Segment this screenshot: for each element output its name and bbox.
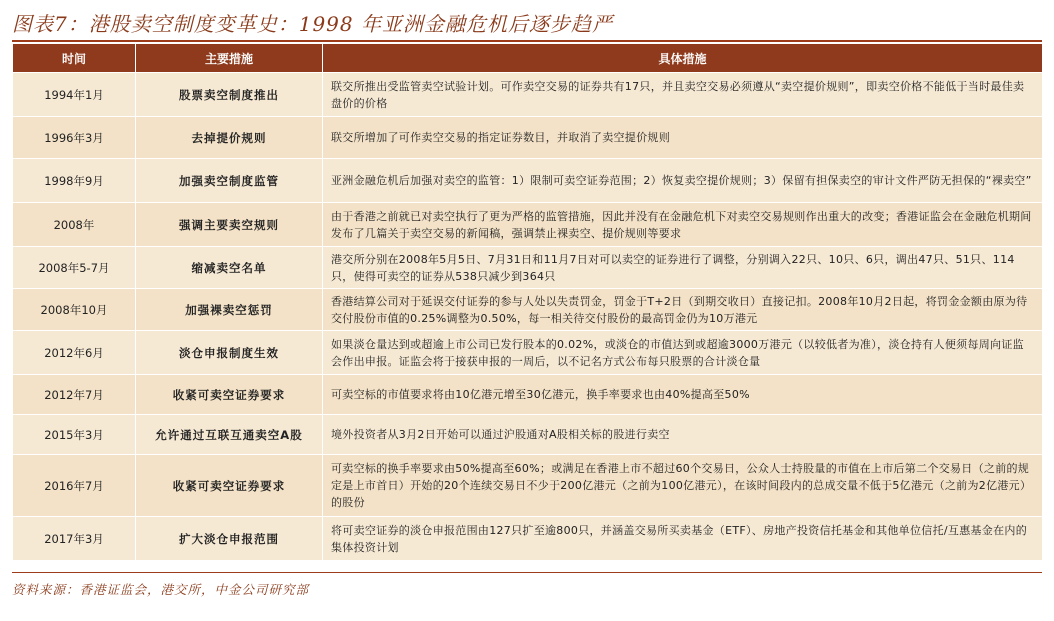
- table-row: [13, 73, 1043, 117]
- figure-title: 图表7：港股卖空制度变革史：1998 年亚洲金融危机后逐步趋严: [12, 12, 613, 36]
- row-detail: 如果淡仓量达到或超逾上市公司已发行股本的0.02%，或淡仓的市值达到或超逾3000万港元（以较低者为准），淡仓持有人便须每周向证监会作出申报。证监会将于接获申报的一周后，以不记名方式公布每只股票的合计淡仓量: [323, 331, 1043, 375]
- table-row: [13, 203, 1043, 247]
- table-row: [13, 159, 1043, 203]
- table-header-row: [13, 44, 1043, 73]
- row-measure: 强调主要卖空规则: [136, 203, 323, 247]
- row-measure: 允许通过互联互通卖空A股: [136, 415, 323, 455]
- row-measure: 去掉提价规则: [136, 117, 323, 159]
- source-note: 资料来源：香港证监会，港交所，中金公司研究部: [12, 582, 310, 597]
- row-detail: 亚洲金融危机后加强对卖空的监管：1）限制可卖空证券范围；2）恢复卖空提价规则；3）保留有担保卖空的审计文件严防无担保的“裸卖空”: [323, 159, 1043, 203]
- table-row: [13, 247, 1043, 289]
- title-divider: [12, 40, 1042, 42]
- row-detail: 香港结算公司对于延误交付证券的参与人处以失责罚金，罚金于T+2日（到期交收日）直接记扣。2008年10月2日起，将罚金金额由原为待交付股份市值的0.25%调整为0.50%，每一相关待交付股份的最高罚金仍为10万港元: [323, 289, 1043, 331]
- row-time: 1998年9月: [13, 159, 136, 203]
- row-measure: 股票卖空制度推出: [136, 73, 323, 117]
- footer-divider: [12, 572, 1042, 573]
- row-detail: 可卖空标的市值要求将由10亿港元增至30亿港元，换手率要求也由40%提高至50%: [323, 375, 1043, 415]
- table-row: [13, 375, 1043, 415]
- row-detail: 将可卖空证券的淡仓申报范围由127只扩至逾800只，并涵盖交易所买卖基金（ETF）、房地产投资信托基金和其他单位信托/互惠基金在内的集体投资计划: [323, 517, 1043, 561]
- row-detail: 境外投资者从3月2日开始可以通过沪股通对A股相关标的股进行卖空: [323, 415, 1043, 455]
- row-detail: 港交所分别在2008年5月5日、7月31日和11月7日对可以卖空的证券进行了调整，分别调入22只、10只、6只，调出47只、51只、114只，使得可卖空的证券从538只减少到364只: [323, 247, 1043, 289]
- reform-history-table: [12, 43, 1043, 561]
- header-detail: 具体措施: [323, 44, 1043, 73]
- row-detail: 可卖空标的换手率要求由50%提高至60%；或满足在香港上市不超过60个交易日，公众人士持股量的市值在上市后第二个交易日（之前的规定是上市首日）开始的20个连续交易日不少于200亿港元（之前为100亿港元），在该时间段内的总成交量不低于5亿港元（之前为2亿港元）的股份: [323, 455, 1043, 517]
- row-detail: 联交所推出受监管卖空试验计划。可作卖空交易的证券共有17只，并且卖空交易必须遵从“卖空提价规则”，即卖空价格不能低于当时最佳卖盘价的价格: [323, 73, 1043, 117]
- row-time: 2012年7月: [13, 375, 136, 415]
- row-detail: 联交所增加了可作卖空交易的指定证券数目，并取消了卖空提价规则: [323, 117, 1043, 159]
- table-row: [13, 455, 1043, 517]
- row-measure: 收紧可卖空证券要求: [136, 375, 323, 415]
- row-measure: 加强卖空制度监管: [136, 159, 323, 203]
- row-measure: 扩大淡仓申报范围: [136, 517, 323, 561]
- header-time: 时间: [13, 44, 136, 73]
- row-time: 2008年: [13, 203, 136, 247]
- row-time: 2016年7月: [13, 455, 136, 517]
- row-time: 2012年6月: [13, 331, 136, 375]
- table-row: [13, 331, 1043, 375]
- table-row: [13, 415, 1043, 455]
- row-time: 1996年3月: [13, 117, 136, 159]
- table-row: [13, 517, 1043, 561]
- row-time: 2008年5-7月: [13, 247, 136, 289]
- row-time: 2008年10月: [13, 289, 136, 331]
- row-measure: 收紧可卖空证券要求: [136, 455, 323, 517]
- row-measure: 加强裸卖空惩罚: [136, 289, 323, 331]
- row-measure: 淡仓申报制度生效: [136, 331, 323, 375]
- row-time: 1994年1月: [13, 73, 136, 117]
- row-measure: 缩减卖空名单: [136, 247, 323, 289]
- row-detail: 由于香港之前就已对卖空执行了更为严格的监管措施，因此并没有在金融危机下对卖空交易规则作出重大的改变；香港证监会在金融危机期间发布了几篇关于卖空交易的新闻稿，强调禁止裸卖空、提价规则等要求: [323, 203, 1043, 247]
- row-time: 2017年3月: [13, 517, 136, 561]
- table-row: [13, 289, 1043, 331]
- row-time: 2015年3月: [13, 415, 136, 455]
- table-row: [13, 117, 1043, 159]
- header-measure: 主要措施: [136, 44, 323, 73]
